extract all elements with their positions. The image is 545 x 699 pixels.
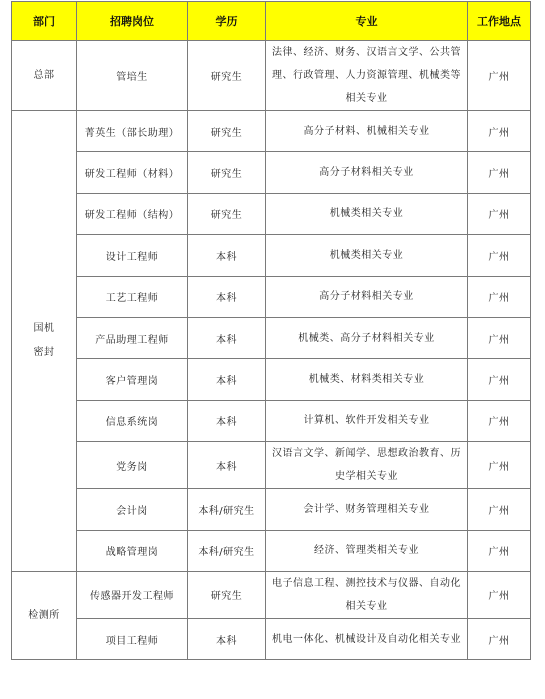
table-row bbox=[12, 152, 531, 193]
major-cell: 机电一体化、机械设计及自动化相关专业 bbox=[266, 618, 468, 659]
education-cell: 研究生 bbox=[188, 41, 266, 111]
major-cell: 计算机、软件开发相关专业 bbox=[266, 400, 468, 441]
table-row bbox=[12, 489, 531, 530]
department-name: 总部 bbox=[33, 69, 55, 81]
header-department: 部门 bbox=[12, 2, 77, 41]
education-cell: 本科/研究生 bbox=[188, 530, 266, 571]
location-cell: 广州 bbox=[468, 152, 531, 193]
location-cell: 广州 bbox=[468, 618, 531, 659]
education-cell: 研究生 bbox=[188, 193, 266, 234]
position-cell: 传感器开发工程师 bbox=[77, 571, 188, 618]
department-name: 检测所 bbox=[28, 609, 60, 621]
location-cell: 广州 bbox=[468, 442, 531, 489]
table-row bbox=[12, 235, 531, 276]
department-name: 国机 bbox=[33, 322, 55, 334]
position-cell: 会计岗 bbox=[77, 489, 188, 530]
table-row bbox=[12, 571, 531, 618]
major-cell: 高分子材料、机械相关专业 bbox=[266, 111, 468, 152]
education-cell: 本科 bbox=[188, 359, 266, 400]
position-cell: 项目工程师 bbox=[77, 618, 188, 659]
location-cell: 广州 bbox=[468, 317, 531, 358]
major-cell: 高分子材料相关专业 bbox=[266, 276, 468, 317]
education-cell: 研究生 bbox=[188, 571, 266, 618]
table-row bbox=[12, 530, 531, 571]
location-cell: 广州 bbox=[468, 235, 531, 276]
position-cell: 菁英生（部长助理） bbox=[77, 111, 188, 152]
position-cell: 研发工程师（材料） bbox=[77, 152, 188, 193]
location-cell: 广州 bbox=[468, 276, 531, 317]
education-cell: 研究生 bbox=[188, 111, 266, 152]
table-row bbox=[12, 359, 531, 400]
department-cell bbox=[12, 111, 77, 572]
location-cell: 广州 bbox=[468, 400, 531, 441]
location-cell: 广州 bbox=[468, 41, 531, 111]
table-row bbox=[12, 276, 531, 317]
position-cell: 工艺工程师 bbox=[77, 276, 188, 317]
education-cell: 本科 bbox=[188, 618, 266, 659]
major-cell: 机械类相关专业 bbox=[266, 193, 468, 234]
department-cell bbox=[12, 41, 77, 111]
major-cell: 机械类、高分子材料相关专业 bbox=[266, 317, 468, 358]
table-body bbox=[12, 41, 531, 660]
position-cell: 战略管理岗 bbox=[77, 530, 188, 571]
position-cell: 管培生 bbox=[77, 41, 188, 111]
major-cell: 法律、经济、财务、汉语言文学、公共管理、行政管理、人力资源管理、机械类等相关专业 bbox=[266, 41, 468, 111]
location-cell: 广州 bbox=[468, 193, 531, 234]
education-cell: 本科 bbox=[188, 400, 266, 441]
position-cell: 设计工程师 bbox=[77, 235, 188, 276]
education-cell: 本科 bbox=[188, 442, 266, 489]
major-cell: 经济、管理类相关专业 bbox=[266, 530, 468, 571]
education-cell: 研究生 bbox=[188, 152, 266, 193]
table-row bbox=[12, 193, 531, 234]
position-cell: 客户管理岗 bbox=[77, 359, 188, 400]
position-cell: 产品助理工程师 bbox=[77, 317, 188, 358]
location-cell: 广州 bbox=[468, 530, 531, 571]
recruitment-table bbox=[11, 1, 531, 660]
table-row bbox=[12, 400, 531, 441]
major-cell: 高分子材料相关专业 bbox=[266, 152, 468, 193]
table-row bbox=[12, 317, 531, 358]
major-cell: 会计学、财务管理相关专业 bbox=[266, 489, 468, 530]
major-cell: 电子信息工程、测控技术与仪器、自动化相关专业 bbox=[266, 571, 468, 618]
major-cell: 机械类、材料类相关专业 bbox=[266, 359, 468, 400]
education-cell: 本科 bbox=[188, 276, 266, 317]
header-row bbox=[12, 2, 531, 41]
education-cell: 本科 bbox=[188, 317, 266, 358]
education-cell: 本科 bbox=[188, 235, 266, 276]
header-major: 专业 bbox=[266, 2, 468, 41]
major-cell: 汉语言文学、新闻学、思想政治教育、历史学相关专业 bbox=[266, 442, 468, 489]
header-location: 工作地点 bbox=[468, 2, 531, 41]
department-name: 密封 bbox=[33, 346, 55, 358]
table-row bbox=[12, 111, 531, 152]
position-cell: 研发工程师（结构） bbox=[77, 193, 188, 234]
department-cell bbox=[12, 571, 77, 659]
position-cell: 信息系统岗 bbox=[77, 400, 188, 441]
table-row bbox=[12, 618, 531, 659]
header-education: 学历 bbox=[188, 2, 266, 41]
location-cell: 广州 bbox=[468, 571, 531, 618]
location-cell: 广州 bbox=[468, 359, 531, 400]
education-cell: 本科/研究生 bbox=[188, 489, 266, 530]
location-cell: 广州 bbox=[468, 111, 531, 152]
location-cell: 广州 bbox=[468, 489, 531, 530]
table-row bbox=[12, 442, 531, 489]
table-row bbox=[12, 41, 531, 111]
position-cell: 党务岗 bbox=[77, 442, 188, 489]
header-position: 招聘岗位 bbox=[77, 2, 188, 41]
major-cell: 机械类相关专业 bbox=[266, 235, 468, 276]
